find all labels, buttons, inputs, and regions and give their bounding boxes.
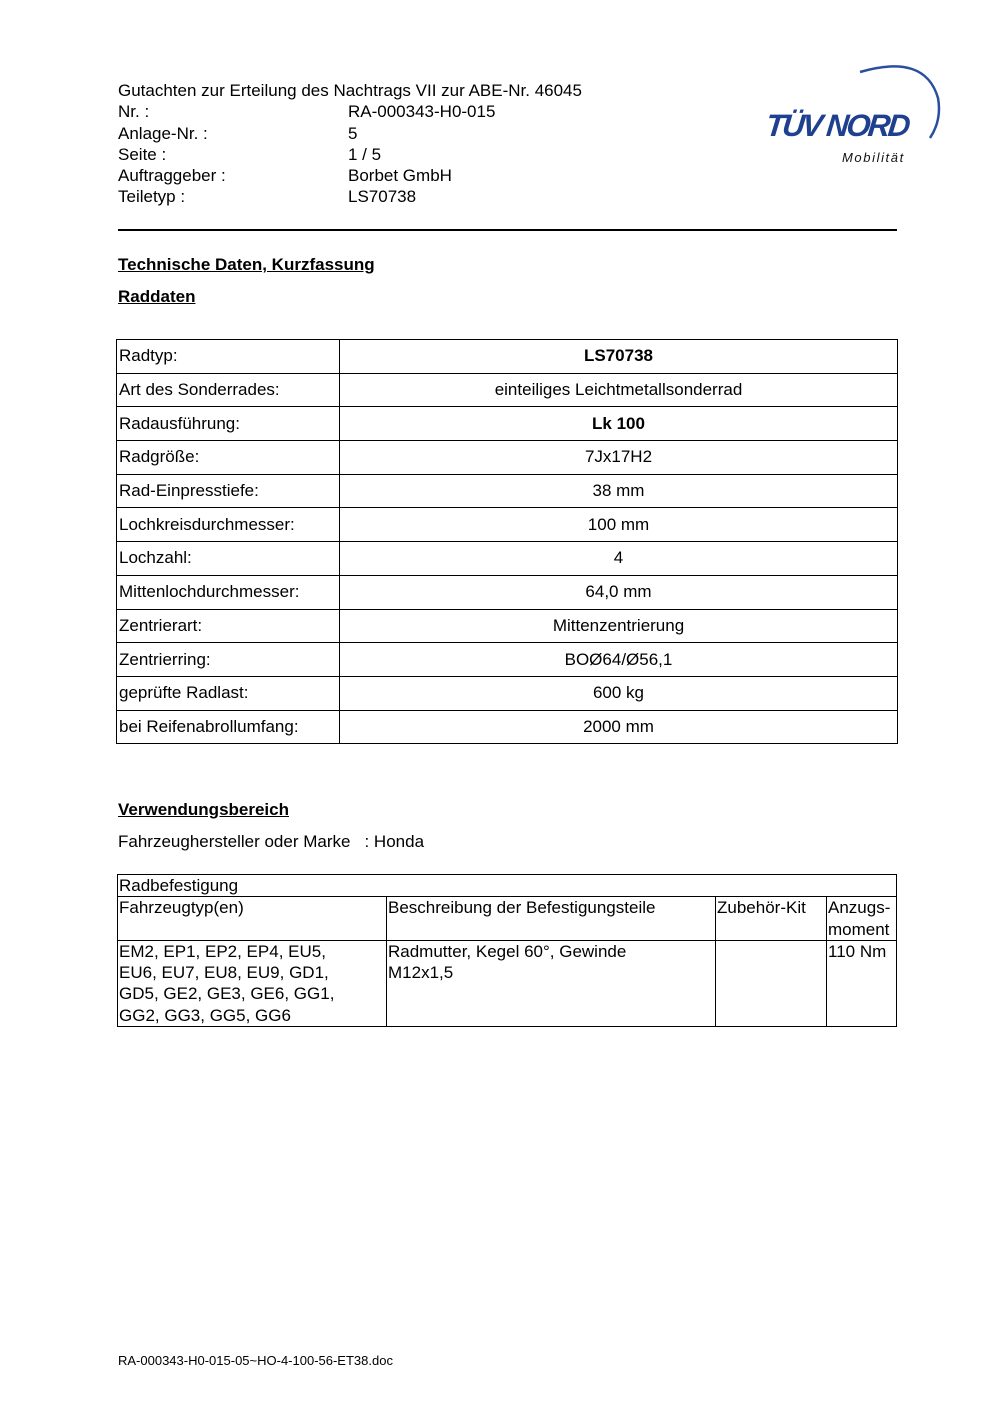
table-row bbox=[117, 474, 898, 508]
vehicle-types-line: GD5, GE2, GE3, GE6, GG1, bbox=[119, 984, 335, 1004]
column-header-vehicle-types: Fahrzeugtyp(en) bbox=[118, 897, 387, 941]
table-row bbox=[117, 609, 898, 643]
row-value: Mittenzentrierung bbox=[340, 609, 898, 643]
row-value: 100 mm bbox=[340, 508, 898, 542]
table-row bbox=[118, 940, 897, 1026]
table-row bbox=[117, 508, 898, 542]
document-header bbox=[118, 80, 582, 208]
header-row-seite bbox=[118, 144, 582, 165]
header-label: Auftraggeber : bbox=[118, 166, 226, 186]
header-value: 1 / 5 bbox=[348, 144, 382, 164]
torque-header-line: moment bbox=[828, 919, 890, 939]
vehicle-types-line: EU6, EU7, EU8, EU9, GD1, bbox=[119, 963, 329, 983]
row-label: Art des Sonderrades: bbox=[117, 373, 340, 407]
row-value: 4 bbox=[340, 542, 898, 576]
row-label: Mittenlochdurchmesser: bbox=[117, 575, 340, 609]
document-title: Gutachten zur Erteilung des Nachtrags VII zur ABE-Nr. 46045 bbox=[118, 81, 582, 100]
row-label: Lochzahl: bbox=[117, 542, 340, 576]
row-label: Radausführung: bbox=[117, 407, 340, 441]
section-title-tech: Technische Daten, Kurzfassung bbox=[118, 255, 375, 274]
manufacturer-colon: : bbox=[364, 832, 370, 851]
row-label: Radgröße: bbox=[117, 441, 340, 475]
row-label: bei Reifenabrollumfang: bbox=[117, 710, 340, 744]
logo-wordmark: TÜV NORD bbox=[764, 108, 910, 143]
torque-header-line: Anzugs- bbox=[828, 898, 891, 918]
row-value: 38 mm bbox=[340, 474, 898, 508]
section-title-raddaten: Raddaten bbox=[118, 287, 196, 306]
row-value: einteiliges Leichtmetallsonderrad bbox=[340, 373, 898, 407]
document-footer: RA-000343-H0-015-05~HO-4-100-56-ET38.doc bbox=[118, 1353, 393, 1368]
table-row bbox=[117, 710, 898, 744]
table-row bbox=[117, 542, 898, 576]
header-value: Borbet GmbH bbox=[348, 166, 452, 186]
header-label: Teiletyp : bbox=[118, 187, 186, 207]
header-value: LS70738 bbox=[348, 187, 417, 207]
manufacturer-line bbox=[118, 832, 424, 852]
row-label: Zentrierart: bbox=[117, 609, 340, 643]
table-row bbox=[117, 340, 898, 374]
column-header-description: Beschreibung der Befestigungsteile bbox=[387, 897, 716, 941]
column-header-torque bbox=[827, 897, 897, 941]
mounting-table bbox=[117, 874, 897, 1027]
description-line: M12x1,5 bbox=[388, 963, 454, 983]
row-value: Lk 100 bbox=[340, 407, 898, 441]
row-value: BOØ64/Ø56,1 bbox=[340, 643, 898, 677]
table-row bbox=[117, 676, 898, 710]
row-value: 7Jx17H2 bbox=[340, 441, 898, 475]
header-row-anlage bbox=[118, 123, 582, 144]
vehicle-types-cell bbox=[118, 940, 387, 1026]
tuev-nord-logo bbox=[760, 58, 945, 173]
header-value: RA-000343-H0-015 bbox=[348, 102, 496, 122]
row-value: LS70738 bbox=[340, 340, 898, 374]
table-row bbox=[117, 643, 898, 677]
header-label: Nr. : bbox=[118, 102, 150, 122]
row-value: 600 kg bbox=[340, 676, 898, 710]
description-line: Radmutter, Kegel 60°, Gewinde bbox=[388, 941, 627, 961]
row-label: Rad-Einpresstiefe: bbox=[117, 474, 340, 508]
header-row-auftraggeber bbox=[118, 165, 582, 186]
row-label: geprüfte Radlast: bbox=[117, 676, 340, 710]
vehicle-types-line: GG2, GG3, GG5, GG6 bbox=[119, 1005, 291, 1025]
header-row-nr bbox=[118, 101, 582, 122]
table-row bbox=[117, 441, 898, 475]
manufacturer-value: Honda bbox=[373, 832, 425, 851]
header-row-teiletyp bbox=[118, 186, 582, 207]
column-header-accessory-kit: Zubehör-Kit bbox=[716, 897, 827, 941]
accessory-kit-cell bbox=[716, 940, 827, 1026]
row-value: 2000 mm bbox=[340, 710, 898, 744]
logo-subtitle: Mobilität bbox=[842, 150, 905, 165]
header-value: 5 bbox=[348, 123, 358, 143]
vehicle-types-line: EM2, EP1, EP2, EP4, EU5, bbox=[119, 941, 326, 961]
header-divider bbox=[118, 229, 897, 231]
description-cell bbox=[387, 940, 716, 1026]
header-label: Anlage-Nr. : bbox=[118, 123, 208, 143]
manufacturer-label: Fahrzeughersteller oder Marke bbox=[118, 832, 351, 851]
table-row bbox=[117, 373, 898, 407]
header-label: Seite : bbox=[118, 144, 167, 164]
table-row bbox=[117, 407, 898, 441]
torque-cell: 110 Nm bbox=[827, 940, 897, 1026]
section-title-usage: Verwendungsbereich bbox=[118, 800, 289, 819]
row-label: Radtyp: bbox=[117, 340, 340, 374]
mounting-caption: Radbefestigung bbox=[118, 875, 897, 897]
row-label: Zentrierring: bbox=[117, 643, 340, 677]
row-label: Lochkreisdurchmesser: bbox=[117, 508, 340, 542]
row-value: 64,0 mm bbox=[340, 575, 898, 609]
table-row bbox=[117, 575, 898, 609]
wheel-data-table bbox=[116, 339, 898, 744]
